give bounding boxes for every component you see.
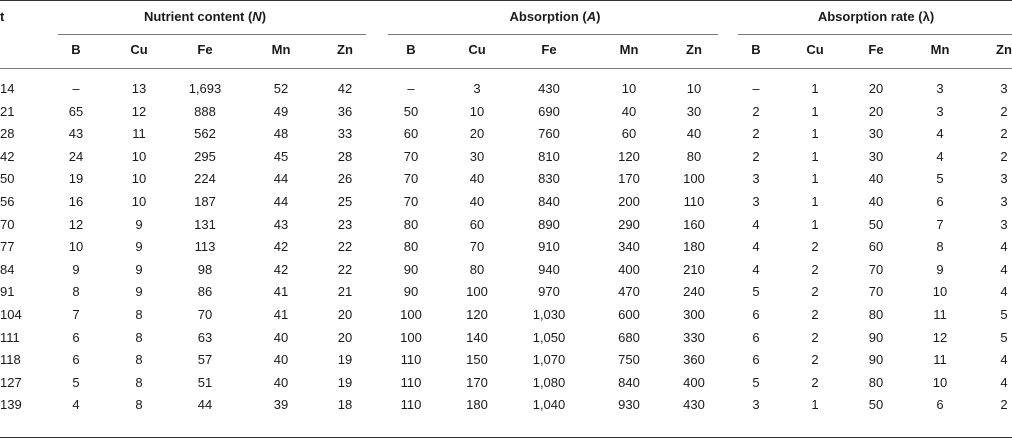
time-cell: 127 xyxy=(0,374,22,390)
group-header-absorption: Absorption (A) xyxy=(509,9,601,24)
value-cell: 50 xyxy=(868,397,884,413)
value-cell: 1 xyxy=(811,397,819,413)
value-cell: 2 xyxy=(811,239,819,255)
value-cell: 3 xyxy=(473,81,481,96)
value-cell: 70 xyxy=(403,148,419,164)
time-cell: 14 xyxy=(0,81,15,96)
value-cell: 30 xyxy=(686,103,702,119)
value-cell: 60 xyxy=(621,126,637,142)
value-cell: 80 xyxy=(868,374,884,390)
value-cell: 42 xyxy=(273,239,289,255)
value-cell: 2 xyxy=(1000,148,1008,164)
sub-header-nutrient-0: B xyxy=(71,42,81,57)
value-cell: 51 xyxy=(197,374,213,390)
value-cell: 10 xyxy=(932,374,948,390)
value-cell: 70 xyxy=(868,284,884,300)
value-cell: 40 xyxy=(273,374,289,390)
value-cell: 400 xyxy=(683,374,705,390)
value-cell: 70 xyxy=(469,239,485,255)
value-cell: 110 xyxy=(400,397,422,413)
time-cell: 42 xyxy=(0,148,15,164)
value-cell: 160 xyxy=(683,216,705,232)
value-cell: 23 xyxy=(337,216,353,232)
value-cell: 430 xyxy=(683,397,705,413)
table-row xyxy=(0,101,1012,123)
time-cell: 91 xyxy=(0,284,15,300)
table-top-rule xyxy=(0,0,1012,1)
table-row xyxy=(0,214,1012,236)
value-cell: 5 xyxy=(1000,307,1008,322)
time-cell: 139 xyxy=(0,397,22,413)
value-cell: 940 xyxy=(538,261,560,277)
value-cell: 1,080 xyxy=(532,374,566,390)
value-cell: 6 xyxy=(72,352,80,368)
value-cell: 44 xyxy=(197,397,213,413)
value-cell: 43 xyxy=(68,126,84,142)
value-cell: 5 xyxy=(752,374,760,390)
value-cell: 240 xyxy=(683,284,705,300)
value-cell: 16 xyxy=(68,194,84,209)
table-row xyxy=(0,146,1012,168)
value-cell: 42 xyxy=(273,261,289,277)
value-cell: 4 xyxy=(1000,239,1008,255)
value-cell: 2 xyxy=(811,284,819,300)
group-header-nutrient-content: Nutrient content (N) xyxy=(143,9,267,24)
value-cell: 110 xyxy=(400,374,422,390)
table-row xyxy=(0,236,1012,258)
value-cell: 28 xyxy=(337,148,353,164)
value-cell: 44 xyxy=(273,194,289,209)
value-cell: 44 xyxy=(273,171,289,187)
value-cell: 888 xyxy=(194,103,216,119)
time-cell: 118 xyxy=(0,352,21,368)
value-cell: 6 xyxy=(752,352,760,368)
value-cell: 970 xyxy=(538,284,560,300)
value-cell: 36 xyxy=(337,103,353,119)
sub-header-absorption-1: Cu xyxy=(468,42,486,57)
value-cell: 20 xyxy=(337,307,353,322)
time-cell: 104 xyxy=(0,307,22,322)
value-cell: – xyxy=(72,81,80,96)
value-cell: 43 xyxy=(273,216,289,232)
value-cell: 210 xyxy=(683,261,705,277)
table-row xyxy=(0,394,1012,416)
value-cell: 295 xyxy=(194,148,216,164)
value-cell: 40 xyxy=(868,194,884,209)
table-row xyxy=(0,327,1012,349)
value-cell: 60 xyxy=(403,126,419,142)
value-cell: 187 xyxy=(194,194,216,209)
value-cell: 113 xyxy=(194,239,216,255)
value-cell: 9 xyxy=(135,284,143,300)
value-cell: 910 xyxy=(538,239,560,255)
value-cell: 400 xyxy=(618,261,640,277)
value-cell: 70 xyxy=(403,171,419,187)
value-cell: 33 xyxy=(337,126,353,142)
value-cell: 5 xyxy=(752,284,760,300)
value-cell: 1,070 xyxy=(532,352,566,368)
time-cell: 70 xyxy=(0,216,15,232)
value-cell: 30 xyxy=(469,148,485,164)
value-cell: 9 xyxy=(72,261,80,277)
value-cell: 40 xyxy=(273,352,289,368)
value-cell: 2 xyxy=(811,329,819,345)
time-column-header: t xyxy=(0,9,5,24)
value-cell: 200 xyxy=(618,194,640,209)
value-cell: 86 xyxy=(197,284,213,300)
value-cell: 25 xyxy=(337,194,353,209)
value-cell: 50 xyxy=(403,103,419,119)
value-cell: 6 xyxy=(72,329,80,345)
value-cell: 2 xyxy=(752,103,760,119)
table-row xyxy=(0,78,1012,100)
value-cell: 18 xyxy=(337,397,353,413)
value-cell: 9 xyxy=(135,261,143,277)
value-cell: 40 xyxy=(686,126,702,142)
value-cell: 810 xyxy=(538,148,560,164)
value-cell: 90 xyxy=(868,329,884,345)
value-cell: 10 xyxy=(686,81,702,96)
value-cell: 360 xyxy=(683,352,705,368)
value-cell: 8 xyxy=(135,307,143,322)
value-cell: 10 xyxy=(131,148,147,164)
value-cell: 8 xyxy=(135,329,143,345)
value-cell: 6 xyxy=(936,194,944,209)
value-cell: 4 xyxy=(752,261,760,277)
value-cell: 8 xyxy=(135,374,143,390)
value-cell: 20 xyxy=(337,329,353,345)
value-cell: 19 xyxy=(68,171,84,187)
value-cell: 6 xyxy=(936,397,944,413)
value-cell: 8 xyxy=(135,397,143,413)
value-cell: 11 xyxy=(132,126,146,142)
value-cell: 4 xyxy=(1000,374,1008,390)
value-cell: 90 xyxy=(403,284,419,300)
sub-header-rate-1: Cu xyxy=(806,42,824,57)
table-row xyxy=(0,123,1012,145)
value-cell: 3 xyxy=(1000,171,1008,187)
value-cell: 10 xyxy=(131,194,147,209)
value-cell: 60 xyxy=(868,239,884,255)
value-cell: 80 xyxy=(686,148,702,164)
value-cell: 10 xyxy=(131,171,147,187)
value-cell: 100 xyxy=(400,307,422,322)
value-cell: 7 xyxy=(72,307,80,322)
value-cell: 3 xyxy=(1000,81,1008,96)
value-cell: 3 xyxy=(752,171,760,187)
sub-header-rate-4: Zn xyxy=(996,42,1012,57)
value-cell: 100 xyxy=(683,171,705,187)
value-cell: 9 xyxy=(135,239,143,255)
time-cell: 77 xyxy=(0,239,15,255)
value-cell: 3 xyxy=(752,194,760,209)
sub-header-rate-3: Mn xyxy=(930,42,950,57)
value-cell: 180 xyxy=(466,397,488,413)
value-cell: 9 xyxy=(135,216,143,232)
group-header-absorption-rate: Absorption rate (λ) xyxy=(817,9,935,24)
value-cell: 4 xyxy=(936,148,944,164)
group-header-row xyxy=(0,6,1012,28)
value-cell: 290 xyxy=(618,216,640,232)
group-underline-nutrient xyxy=(58,34,366,35)
value-cell: 150 xyxy=(466,352,488,368)
value-cell: 140 xyxy=(466,329,488,345)
value-cell: 8 xyxy=(936,239,944,255)
value-cell: 70 xyxy=(197,307,213,322)
value-cell: 131 xyxy=(194,216,216,232)
value-cell: 40 xyxy=(469,194,485,209)
sub-header-rate-2: Fe xyxy=(868,42,884,57)
value-cell: 45 xyxy=(273,148,289,164)
value-cell: 930 xyxy=(618,397,640,413)
sub-header-nutrient-3: Mn xyxy=(271,42,291,57)
value-cell: 170 xyxy=(618,171,640,187)
value-cell: 41 xyxy=(273,284,289,300)
value-cell: 10 xyxy=(469,103,485,119)
table-row xyxy=(0,281,1012,303)
value-cell: 750 xyxy=(618,352,640,368)
value-cell: 180 xyxy=(683,239,705,255)
value-cell: 65 xyxy=(68,103,84,119)
value-cell: 224 xyxy=(194,171,216,187)
value-cell: 40 xyxy=(469,171,485,187)
value-cell: 40 xyxy=(273,329,289,345)
time-cell: 84 xyxy=(0,261,15,277)
value-cell: 49 xyxy=(273,103,289,119)
value-cell: 30 xyxy=(868,126,884,142)
value-cell: 4 xyxy=(1000,261,1008,277)
value-cell: 21 xyxy=(337,284,353,300)
value-cell: 100 xyxy=(400,329,422,345)
value-cell: 3 xyxy=(752,397,760,413)
value-cell: 52 xyxy=(273,81,289,96)
value-cell: 170 xyxy=(466,374,488,390)
value-cell: 90 xyxy=(403,261,419,277)
element-header-row xyxy=(0,39,1012,61)
value-cell: 830 xyxy=(538,171,560,187)
value-cell: 3 xyxy=(1000,194,1008,209)
value-cell: – xyxy=(752,81,760,96)
time-cell: 50 xyxy=(0,171,15,187)
value-cell: 1,693 xyxy=(188,81,222,96)
value-cell: 1,050 xyxy=(532,329,566,345)
value-cell: 760 xyxy=(538,126,560,142)
value-cell: 110 xyxy=(683,194,705,209)
time-cell: 56 xyxy=(0,194,15,209)
value-cell: – xyxy=(407,81,415,96)
value-cell: 1 xyxy=(811,216,819,232)
value-cell: 42 xyxy=(337,81,353,96)
value-cell: 3 xyxy=(936,81,944,96)
value-cell: 57 xyxy=(197,352,213,368)
time-cell: 28 xyxy=(0,126,15,142)
value-cell: 39 xyxy=(273,397,289,413)
value-cell: 2 xyxy=(1000,126,1008,142)
value-cell: 1 xyxy=(811,148,819,164)
value-cell: 4 xyxy=(1000,352,1008,368)
value-cell: 840 xyxy=(538,194,560,209)
value-cell: 2 xyxy=(1000,103,1008,119)
value-cell: 11 xyxy=(933,352,947,368)
table-row xyxy=(0,372,1012,394)
value-cell: 11 xyxy=(933,307,947,322)
sub-header-absorption-2: Fe xyxy=(541,42,557,57)
value-cell: 340 xyxy=(618,239,640,255)
sub-header-absorption-3: Mn xyxy=(619,42,639,57)
value-cell: 80 xyxy=(868,307,884,322)
value-cell: 48 xyxy=(273,126,289,142)
value-cell: 1 xyxy=(811,171,819,187)
value-cell: 6 xyxy=(752,329,760,345)
value-cell: 40 xyxy=(868,171,884,187)
sub-header-absorption-4: Zn xyxy=(686,42,702,57)
sub-header-nutrient-1: Cu xyxy=(130,42,148,57)
value-cell: 60 xyxy=(469,216,485,232)
value-cell: 30 xyxy=(868,148,884,164)
value-cell: 690 xyxy=(538,103,560,119)
value-cell: 4 xyxy=(752,239,760,255)
value-cell: 330 xyxy=(683,329,705,345)
value-cell: 20 xyxy=(469,126,485,142)
value-cell: 1 xyxy=(811,103,819,119)
value-cell: 110 xyxy=(400,352,422,368)
value-cell: 1 xyxy=(811,81,819,96)
value-cell: 50 xyxy=(868,216,884,232)
value-cell: 430 xyxy=(538,81,560,96)
value-cell: 40 xyxy=(621,103,637,119)
value-cell: 9 xyxy=(936,261,944,277)
value-cell: 2 xyxy=(811,307,819,322)
value-cell: 2 xyxy=(811,352,819,368)
value-cell: 4 xyxy=(936,126,944,142)
value-cell: 80 xyxy=(403,239,419,255)
value-cell: 7 xyxy=(936,216,944,232)
value-cell: 22 xyxy=(337,261,353,277)
value-cell: 10 xyxy=(932,284,948,300)
value-cell: 70 xyxy=(403,194,419,209)
value-cell: 5 xyxy=(936,171,944,187)
value-cell: 3 xyxy=(1000,216,1008,232)
value-cell: 4 xyxy=(72,397,80,413)
table-row xyxy=(0,304,1012,326)
value-cell: 12 xyxy=(68,216,84,232)
value-cell: 562 xyxy=(194,126,216,142)
value-cell: 8 xyxy=(72,284,80,300)
value-cell: 20 xyxy=(868,81,884,96)
value-cell: 840 xyxy=(618,374,640,390)
sub-header-absorption-0: B xyxy=(406,42,416,57)
value-cell: 90 xyxy=(868,352,884,368)
value-cell: 600 xyxy=(618,307,640,322)
time-cell: 111 xyxy=(0,329,20,345)
value-cell: 20 xyxy=(868,103,884,119)
value-cell: 5 xyxy=(1000,329,1008,345)
value-cell: 13 xyxy=(131,81,147,96)
sub-header-rate-0: B xyxy=(751,42,761,57)
value-cell: 19 xyxy=(337,352,353,368)
value-cell: 12 xyxy=(131,103,147,119)
value-cell: 2 xyxy=(752,126,760,142)
value-cell: 22 xyxy=(337,239,353,255)
value-cell: 890 xyxy=(538,216,560,232)
value-cell: 26 xyxy=(337,171,353,187)
value-cell: 1,030 xyxy=(532,307,566,322)
value-cell: 5 xyxy=(72,374,80,390)
table-row xyxy=(0,259,1012,281)
group-underline-absorption xyxy=(388,34,718,35)
value-cell: 1 xyxy=(811,126,819,142)
header-bottom-rule xyxy=(0,68,1012,69)
value-cell: 2 xyxy=(1000,397,1008,413)
value-cell: 80 xyxy=(469,261,485,277)
value-cell: 10 xyxy=(68,239,84,255)
value-cell: 2 xyxy=(811,261,819,277)
value-cell: 6 xyxy=(752,307,760,322)
value-cell: 1,040 xyxy=(532,397,566,413)
table-row xyxy=(0,168,1012,190)
value-cell: 680 xyxy=(618,329,640,345)
value-cell: 300 xyxy=(683,307,705,322)
value-cell: 1 xyxy=(811,194,819,209)
table-row xyxy=(0,191,1012,213)
value-cell: 8 xyxy=(135,352,143,368)
sub-header-nutrient-2: Fe xyxy=(197,42,213,57)
sub-header-nutrient-4: Zn xyxy=(337,42,353,57)
value-cell: 10 xyxy=(621,81,637,96)
value-cell: 63 xyxy=(197,329,213,345)
time-cell: 21 xyxy=(0,103,15,119)
value-cell: 19 xyxy=(337,374,353,390)
value-cell: 100 xyxy=(466,284,488,300)
value-cell: 80 xyxy=(403,216,419,232)
value-cell: 3 xyxy=(936,103,944,119)
value-cell: 70 xyxy=(868,261,884,277)
value-cell: 4 xyxy=(1000,284,1008,300)
value-cell: 41 xyxy=(273,307,289,322)
table-row xyxy=(0,349,1012,371)
value-cell: 2 xyxy=(811,374,819,390)
group-underline-rate xyxy=(738,34,1012,35)
value-cell: 470 xyxy=(618,284,640,300)
value-cell: 120 xyxy=(618,148,640,164)
value-cell: 24 xyxy=(68,148,84,164)
value-cell: 12 xyxy=(932,329,948,345)
value-cell: 2 xyxy=(752,148,760,164)
value-cell: 4 xyxy=(752,216,760,232)
value-cell: 98 xyxy=(197,261,213,277)
value-cell: 120 xyxy=(466,307,488,322)
